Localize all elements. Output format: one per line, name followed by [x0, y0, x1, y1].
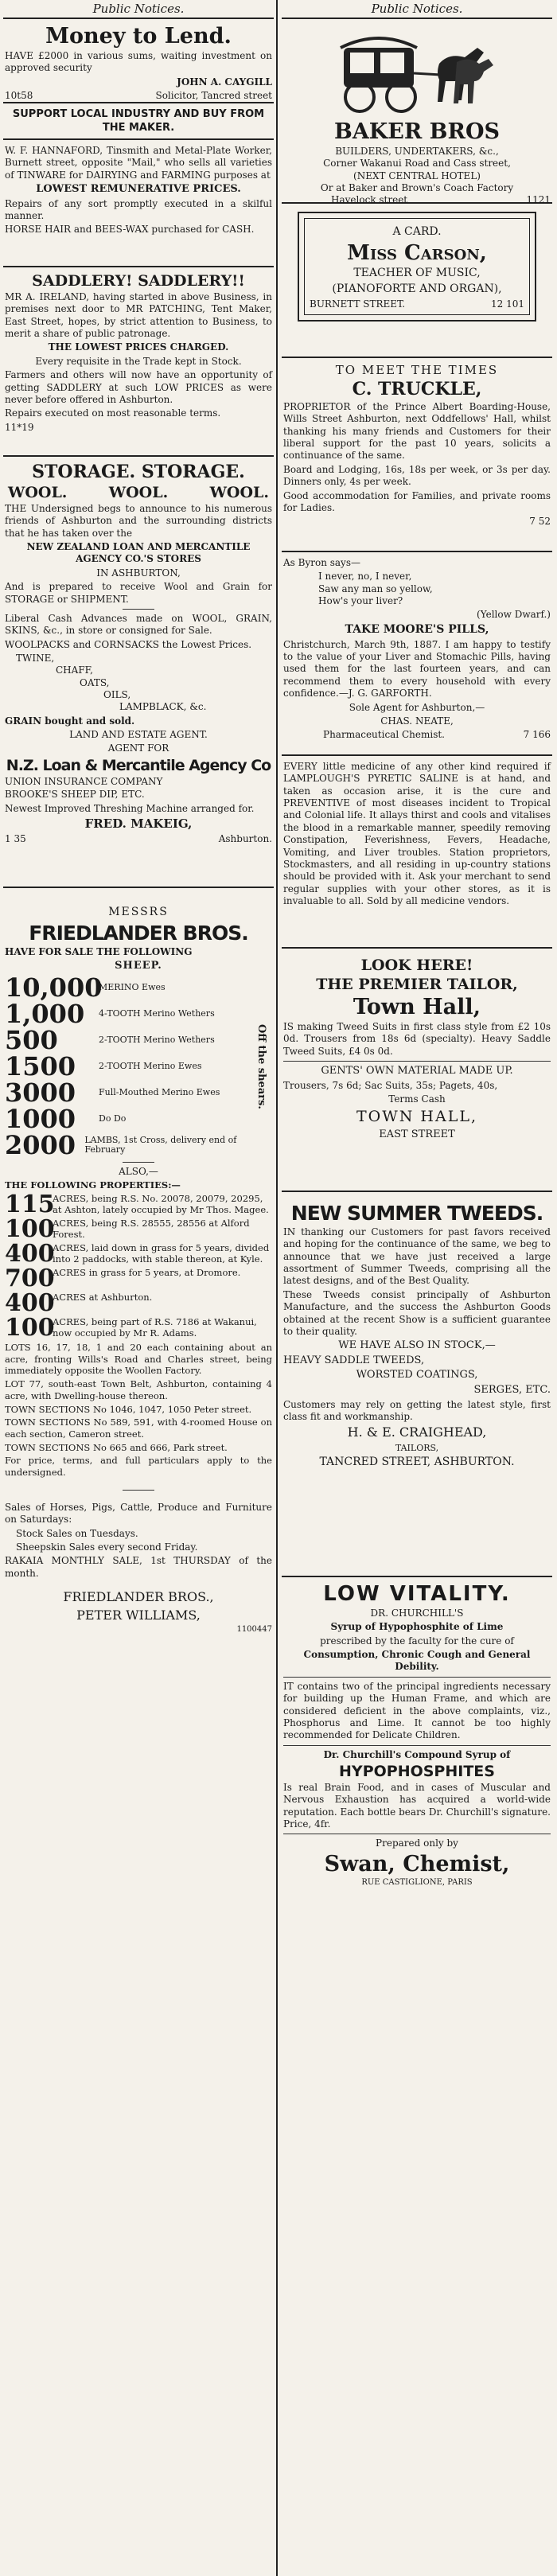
money-footer	[5, 90, 272, 101]
left-header: Public Notices.	[3, 0, 274, 19]
moore-body: Christchurch, March 9th, 1887. I am happy to testify to the value of your Liver and Stomachic Pills, having used them for the last fourteen years, and can recommend them to every household with every confidence.—J. G. GARFORTH.	[283, 638, 551, 700]
sheep-row	[5, 1024, 251, 1055]
storage-company: NEW ZEALAND LOAN AND MERCANTILE AGENCY CO.'S STORES	[26, 541, 251, 565]
baker-bros-ad	[282, 19, 552, 204]
tailor-look: LOOK HERE!	[360, 957, 473, 974]
saddlery-farmers: Farmers and others will now have an opportunity of getting SADDLERY at such LOW PRICES as were never before offered in Ashburton.	[5, 369, 272, 405]
friedlander-town1: TOWN SECTIONS No 1046, 1047, 1050 Peter street.	[5, 1403, 252, 1415]
tailor-body: IS making Tweed Suits in first class style from £2 10s 0d. Trousers from 18s 6d (specialty). Heavy Saddle Tweed Suits, £4 0s 0d.	[283, 1021, 551, 1057]
goods-oats: OATS,	[80, 676, 110, 688]
tweeds-heavy: HEAVY SADDLE TWEEDS,	[283, 1354, 425, 1366]
property-description: ACRES at Ashburton.	[53, 1291, 153, 1303]
sheep-count: 10,000	[5, 972, 103, 1003]
saddlery-body: MR A. IRELAND, having started in above Business, in premises next door to MR PATCHING, Tent Maker, East Street, hopes, by strict attention to Business, to merit a share of public patronage.	[5, 291, 272, 340]
property-item	[5, 1264, 272, 1292]
sheep-count: 1000	[5, 1103, 76, 1134]
vitality-prescribed: prescribed by the faculty for the cure of	[320, 1635, 514, 1647]
storage-union: UNION INSURANCE COMPANY	[5, 775, 163, 787]
tweeds-tailors: TAILORS,	[395, 1442, 439, 1453]
vitality-consumption: Consumption, Chronic Cough and General Debility.	[303, 1649, 531, 1673]
moore-poem-2: Saw any man so yellow,	[318, 583, 433, 594]
storage-brooke: BROOKE'S SHEEP DIP, ETC.	[5, 789, 145, 801]
tailor-terms: Terms Cash	[388, 1093, 446, 1105]
money-to-lend-ad	[3, 19, 274, 103]
carson-teacher: TEACHER OF MUSIC,	[353, 266, 481, 279]
moore-poem-1: I never, no, I never,	[318, 571, 412, 583]
friedlander-lots: LOTS 16, 17, 18, 1 and 20 each containing about an acre, fronting Wills's Road and Charles street, being immediately opposite the Woollen Factory.	[5, 1341, 272, 1377]
friedlander-rakaia: RAKAIA MONTHLY SALE, 1st THURSDAY of the month.	[5, 1555, 272, 1579]
carson-ad	[282, 204, 552, 358]
friedlander-sheep: SHEEP.	[115, 960, 162, 972]
hannaford-horse: HORSE HAIR and BEES-WAX purchased for CASH.	[5, 224, 255, 236]
moore-agent: CHAS. NEATE,	[380, 715, 454, 727]
saddlery-title: SADDLERY! SADDLERY!!	[32, 272, 245, 290]
premier-tailor-ad	[282, 949, 552, 1192]
sheep-table	[5, 972, 272, 1160]
moore-pills-ad	[282, 552, 552, 756]
moore-code: 7 166	[523, 729, 551, 741]
property-description: ACRES in grass for 5 years, at Dromore.	[53, 1266, 241, 1278]
tailor-gents: GENTS' OWN MATERIAL MADE UP.	[321, 1065, 513, 1078]
baker-street: Havelock street	[331, 194, 408, 206]
sheep-description: Full-Mouthed Merino Ewes	[99, 1087, 220, 1098]
tweeds-sign: H. & E. CRAIGHEAD,	[347, 1424, 487, 1440]
saddlery-code: 11*19	[5, 421, 34, 433]
truckle-good: Good accommodation for Families, and private rooms for Ladies.	[283, 489, 551, 513]
column-divider	[276, 0, 278, 2576]
goods-oils: OILS,	[103, 689, 131, 701]
vitality-title: LOW VITALITY.	[323, 1582, 511, 1606]
saddlery-ad	[3, 267, 274, 457]
storage-signer: FRED. MAKEIG,	[84, 816, 193, 831]
separator	[283, 1745, 551, 1746]
property-item	[5, 1288, 272, 1317]
friedlander-title: FRIEDLANDER BROS.	[29, 921, 248, 945]
sheep-row	[5, 1077, 251, 1108]
sheep-description: MERINO Ewes	[99, 982, 166, 993]
wool-1: WOOL.	[8, 484, 68, 501]
moore-footer	[283, 729, 551, 740]
separator	[283, 1677, 551, 1678]
sheep-count: 1,000	[5, 998, 85, 1029]
storage-ad	[3, 457, 274, 888]
right-column	[282, 0, 552, 2576]
property-acres: 400	[5, 1288, 55, 1317]
property-acres: 400	[5, 1239, 55, 1268]
storage-footer	[5, 833, 272, 844]
storage-place: IN ASHBURTON,	[96, 567, 181, 579]
storage-intro: THE Undersigned begs to announce to his numerous friends of Ashburton and the surrounding districts that he has taken over the	[5, 503, 272, 539]
vitality-body: IT contains two of the principal ingredients necessary for building up the Human Frame, and which are considered deficient in the above complaints, viz., Phosphorus and Lime. It cannot be too highly recommended for Delicate Children.	[283, 1680, 551, 1741]
property-item	[5, 1313, 272, 1342]
moore-dwarf: (Yellow Dwarf.)	[477, 609, 551, 621]
tweeds-rely: Customers may rely on getting the latest style, first class fit and workmanship.	[283, 1398, 551, 1423]
right-header: Public Notices.	[282, 0, 552, 19]
lamplough-ad	[282, 756, 552, 949]
baker-title: BAKER BROS	[334, 119, 500, 144]
sheep-row	[5, 998, 251, 1029]
sheep-description: 4-TOOTH Merino Wethers	[99, 1008, 215, 1019]
sheep-description: 2-TOOTH Merino Ewes	[99, 1061, 202, 1072]
summer-tweeds-ad	[282, 1192, 552, 1577]
goods-lampblack: LAMPBLACK, &c.	[119, 701, 207, 713]
friedlander-messrs: MESSRS	[108, 906, 169, 918]
storage-title: STORAGE. STORAGE.	[32, 462, 245, 482]
storage-code: 1 35	[5, 833, 26, 845]
storage-place2: Ashburton.	[218, 833, 272, 845]
money-signer: JOHN A. CAYGILL	[177, 76, 272, 88]
hannaford-repairs: Repairs of any sort promptly executed in a skilful manner.	[5, 197, 272, 222]
friedlander-lot77: LOT 77, south-east Town Belt, Ashburton, containing 4 acre, with Dwelling-house thereon.	[5, 1378, 272, 1401]
separator	[283, 1061, 551, 1062]
support-text: SUPPORT LOCAL INDUSTRY AND BUY FROM THE MAKER.	[12, 108, 265, 134]
money-role: Solicitor, Tancred street	[155, 90, 272, 102]
friedlander-price: For price, terms, and full particulars apply to the undersigned.	[5, 1455, 272, 1479]
hannaford-ad	[3, 140, 274, 267]
vitality-compound: Dr. Churchill's Compound Syrup of	[323, 1748, 511, 1760]
carson-street: BURNETT STREET.	[310, 298, 406, 310]
property-acres: 700	[5, 1264, 55, 1292]
sheep-description: LAMBS, 1st Cross, delivery end of February	[84, 1134, 237, 1155]
sheep-row	[5, 1103, 251, 1134]
truckle-board: Board and Lodging, 16s, 18s per week, or 3s per day. Dinners only, 4s per week.	[283, 463, 551, 488]
tailor-th2: TOWN HALL,	[356, 1108, 477, 1126]
property-acres: 100	[5, 1313, 55, 1342]
tailor-prices: Trousers, 7s 6d; Sac Suits, 35s; Pagets, 40s,	[283, 1079, 498, 1091]
lamplough-body: EVERY little medicine of any other kind required if LAMPLOUGH'S PYRETIC SALINE is at hand, and taken as occasion arise, it is the cure and PREVENTIVE of most diseases incident to Tropical and Colonial life. It allays thirst and cools and vitalises the blood in a remarkable manner, speedily removing Constipation, Feverishness, Fevers, Headache, Vomiting, and Liver troubles. Station proprietors, Stockmasters, and all residing in up-country stations should be provided with it. Ask your merchant to send regular supplies with your other stores, as it is invaluable to all. Sold by all medicine vendors.	[283, 761, 551, 906]
property-description: ACRES, being part of R.S. 7186 at Wakanui, now occupied by Mr R. Adams.	[53, 1315, 257, 1339]
saddlery-stock: Every requisite in the Trade kept in Stock.	[35, 355, 242, 367]
tweeds-addr: TANCRED STREET, ASHBURTON.	[319, 1456, 515, 1468]
goods-chaff: CHAFF,	[56, 664, 93, 676]
separator	[123, 1490, 154, 1491]
friedlander-sheepskin: Sheepskin Sales every second Friday.	[16, 1541, 198, 1553]
friedlander-stock-sales: Stock Sales on Tuesdays.	[16, 1527, 138, 1539]
friedlander-sign1: FRIEDLANDER BROS.,	[63, 1589, 214, 1605]
property-item	[5, 1239, 272, 1268]
tweeds-worsted: WORSTED COATINGS,	[356, 1369, 478, 1382]
vitality-rue: RUE CASTIGLIONE, PARIS	[361, 1877, 473, 1887]
storage-advances: Liberal Cash Advances made on WOOL, GRAIN, SKINS, &c., in store or consigned for Sale.	[5, 612, 272, 637]
baker-next: (NEXT CENTRAL HOTEL)	[353, 170, 481, 181]
tweeds-body: IN thanking our Customers for past favors received and hoping for the continuance of the same, we beg to announce that we have just received a large assortment of Summer Tweeds, comprising all the latest designs, and of the Best Quality.	[283, 1226, 551, 1287]
storage-agent-for: AGENT FOR	[107, 742, 169, 754]
storage-prepared: And is prepared to receive Wool and Grain for STORAGE or SHIPMENT.	[5, 581, 272, 605]
hannaford-body: W. F. HANNAFORD, Tinsmith and Metal-Plate Worker, Burnett street, opposite "Mail," who sells all varieties of TINWARE for DAIRYING and FARMING purposes at	[5, 145, 272, 181]
property-item	[5, 1214, 272, 1243]
tailor-east: EAST STREET	[379, 1128, 455, 1140]
storage-newest: Newest Improved Threshing Machine arranged for.	[5, 802, 255, 814]
sheep-count: 3000	[5, 1077, 76, 1108]
friedlander-sales: Sales of Horses, Pigs, Cattle, Produce and Furniture on Saturdays:	[5, 1501, 272, 1526]
friedlander-also: ALSO,—	[119, 1165, 158, 1177]
off-shears: Off the shears.	[255, 1023, 267, 1109]
horse-carriage-image	[337, 24, 497, 118]
low-vitality-ad	[282, 1577, 552, 1893]
property-description: ACRES, being R.S. No. 20078, 20079, 20295, at Ashton, lately occupied by Mr Thos. Magee.	[53, 1192, 269, 1215]
baker-or: Or at Baker and Brown's Coach Factory	[320, 182, 514, 194]
saddlery-repairs: Repairs executed on most reasonable terms.	[5, 407, 221, 419]
friedlander-have: HAVE FOR SALE THE FOLLOWING	[5, 945, 193, 957]
moore-title: TAKE MOORE'S PILLS,	[345, 622, 489, 636]
baker-sub: BUILDERS, UNDERTAKERS, &c.,	[335, 146, 499, 157]
sheep-list	[5, 972, 251, 1160]
tweeds-body2: These Tweeds consist principally of Ashburton Manufacture, and the success the Ashburton Goods obtained at the recent Show is a sufficient guarantee to their quality.	[283, 1288, 551, 1337]
property-item	[5, 1190, 272, 1218]
storage-woolpacks: WOOLPACKS and CORNSACKS the Lowest Prices.	[5, 638, 252, 650]
money-code: 10t58	[5, 90, 33, 102]
goods-twine: TWINE,	[16, 652, 55, 664]
carson-code: 12 101	[491, 298, 524, 310]
wool-row	[5, 484, 272, 501]
carson-inner	[304, 218, 530, 315]
moore-chemist: Pharmaceutical Chemist.	[323, 729, 445, 741]
storage-grain: GRAIN bought and sold.	[5, 715, 135, 727]
sheep-count: 500	[5, 1024, 58, 1055]
friedlander-ad	[3, 888, 274, 1640]
property-list	[5, 1190, 272, 1342]
sheep-row	[5, 1129, 251, 1160]
property-acres: 115	[5, 1190, 55, 1218]
property-description: ACRES, laid down in grass for 5 years, divided into 2 paddocks, with stable thereon, at Kyle.	[53, 1241, 270, 1265]
carson-footer	[310, 298, 524, 310]
separator	[123, 609, 154, 610]
tweeds-serges: SERGES, ETC.	[473, 1384, 551, 1397]
vitality-syrup: Syrup of Hypophosphite of Lime	[330, 1621, 504, 1633]
carson-card	[298, 212, 536, 322]
friedlander-town3: TOWN SECTIONS No 665 and 666, Park street.	[5, 1441, 228, 1453]
tweeds-instock: WE HAVE ALSO IN STOCK,—	[338, 1339, 496, 1352]
sheep-description: 2-TOOTH Merino Wethers	[99, 1035, 215, 1046]
sheep-count: 1500	[5, 1050, 76, 1081]
saddlery-lowest: THE LOWEST PRICES CHARGED.	[48, 341, 229, 353]
vitality-swan: Swan, Chemist,	[324, 1851, 510, 1876]
tweeds-title: NEW SUMMER TWEEDS.	[290, 1202, 543, 1225]
storage-land: LAND AND ESTATE AGENT.	[69, 729, 208, 741]
vitality-body2: Is real Brain Food, and in cases of Muscular and Nervous Exhaustion has acquired a world-wide reputation. Each bottle bears Dr. Churchill's signature. Price, 4fr.	[283, 1781, 551, 1830]
moore-sole: Sole Agent for Ashburton,—	[349, 701, 485, 713]
separator	[123, 1162, 154, 1163]
friedlander-properties: THE FOLLOWING PROPERTIES:—	[5, 1179, 181, 1191]
property-description: ACRES, being R.S. 28555, 28556 at Alford Forest.	[53, 1217, 250, 1240]
baker-code: 1121	[526, 194, 551, 206]
friedlander-sign2: PETER WILLIAMS,	[76, 1607, 201, 1623]
support-ad	[3, 103, 274, 140]
wool-3: WOOL.	[209, 484, 269, 501]
tailor-premier: THE PREMIER TAILOR,	[316, 976, 518, 993]
sheep-description: Do Do	[99, 1113, 127, 1124]
friedlander-town2: TOWN SECTIONS No 589, 591, with 4-roomed House on each section, Cameron street.	[5, 1417, 272, 1440]
tailor-townhall: Town Hall,	[353, 995, 481, 1019]
storage-nzloan: N.Z. Loan & Mercantile Agency Co	[6, 756, 271, 774]
wool-2: WOOL.	[108, 484, 169, 501]
property-acres: 100	[5, 1214, 55, 1243]
truckle-body: PROPRIETOR of the Prince Albert Boarding-House, Wills Street Ashburton, next Oddfellows' Hall, whilst thanking his many friends and Customers for their liberal support for the past 10 years, solicits a continuance of the same.	[283, 401, 551, 462]
sheep-count: 2000	[5, 1129, 76, 1160]
moore-byron: As Byron says—	[283, 557, 360, 568]
baker-address: Corner Wakanui Road and Cass street,	[323, 158, 511, 170]
carson-name: Miss Carson,	[347, 240, 487, 265]
sheep-row	[5, 972, 251, 1003]
friedlander-code: 1100447	[236, 1624, 272, 1634]
vitality-dr: DR. CHURCHILL'S	[370, 1608, 464, 1619]
vitality-hypo: HYPOPHOSPHITES	[339, 1762, 495, 1780]
sheep-row	[5, 1050, 251, 1081]
truckle-meet: TO MEET THE TIMES	[335, 363, 499, 377]
hannaford-prices: LOWEST REMUNERATIVE PRICES.	[36, 183, 241, 196]
moore-poem-3: How's your liver?	[318, 595, 403, 607]
truckle-name: C. TRUCKLE,	[352, 379, 482, 399]
carson-card-label: A CARD.	[392, 225, 442, 238]
vitality-prepared: Prepared only by	[376, 1837, 458, 1849]
money-title: Money to Lend.	[45, 24, 232, 49]
truckle-ad	[282, 358, 552, 552]
carson-instr: (PIANOFORTE AND ORGAN),	[332, 282, 502, 295]
left-column	[3, 0, 274, 2576]
truckle-code: 7 52	[529, 516, 551, 528]
money-body: HAVE £2000 in various sums, waiting investment on approved security	[5, 50, 272, 74]
